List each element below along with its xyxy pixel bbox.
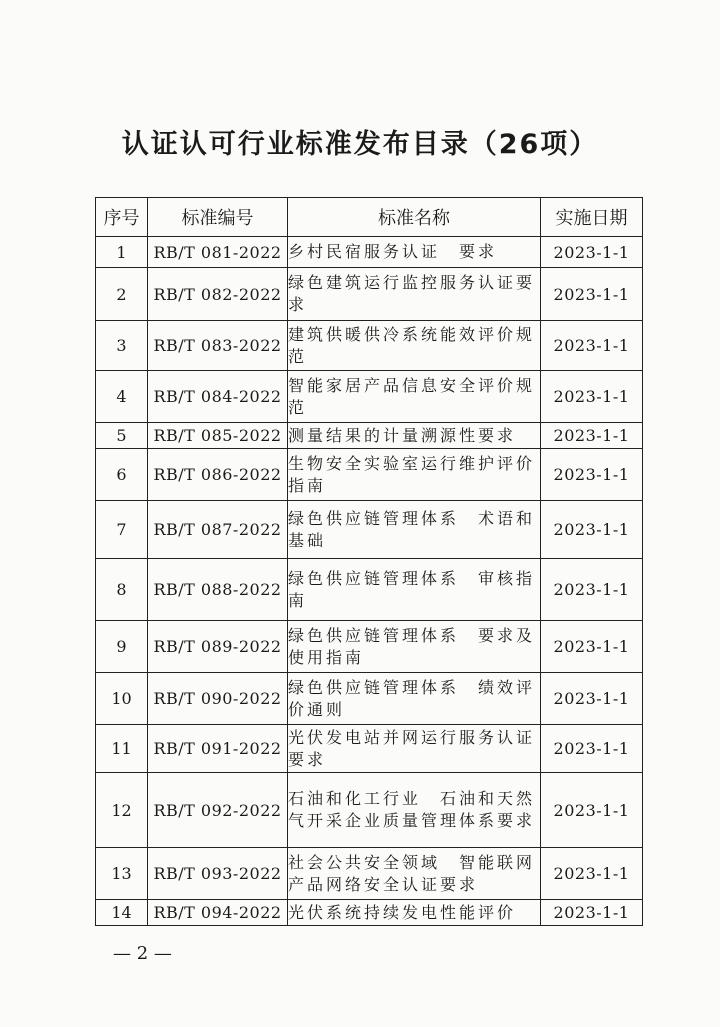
- row-code: RB/T 083-2022: [148, 321, 288, 371]
- row-date: 2023-1-1: [541, 725, 643, 773]
- standards-table: [95, 197, 643, 926]
- table-row: [96, 423, 643, 449]
- table-row: [96, 848, 643, 900]
- row-date: 2023-1-1: [541, 268, 643, 321]
- row-date: 2023-1-1: [541, 559, 643, 621]
- row-no: 10: [96, 673, 148, 725]
- page-number: — 2 —: [113, 943, 172, 964]
- row-code: RB/T 081-2022: [148, 237, 288, 268]
- header-no: 序号: [96, 198, 148, 237]
- row-name: 绿色供应链管理体系 要求及使用指南: [288, 621, 541, 673]
- table-row: [96, 268, 643, 321]
- row-no: 14: [96, 900, 148, 926]
- table-row: [96, 559, 643, 621]
- row-date: 2023-1-1: [541, 900, 643, 926]
- row-code: RB/T 082-2022: [148, 268, 288, 321]
- row-name: 光伏发电站并网运行服务认证要求: [288, 725, 541, 773]
- row-no: 6: [96, 449, 148, 501]
- table-row: [96, 371, 643, 423]
- row-date: 2023-1-1: [541, 773, 643, 848]
- row-code: RB/T 089-2022: [148, 621, 288, 673]
- table-row: [96, 725, 643, 773]
- row-date: 2023-1-1: [541, 501, 643, 559]
- table-row: [96, 773, 643, 848]
- row-code: RB/T 094-2022: [148, 900, 288, 926]
- table-row: [96, 900, 643, 926]
- table-header-row: [96, 198, 643, 237]
- row-code: RB/T 086-2022: [148, 449, 288, 501]
- row-name: 绿色供应链管理体系 绩效评价通则: [288, 673, 541, 725]
- row-name: 智能家居产品信息安全评价规范: [288, 371, 541, 423]
- row-date: 2023-1-1: [541, 423, 643, 449]
- row-name: 建筑供暖供冷系统能效评价规范: [288, 321, 541, 371]
- row-no: 12: [96, 773, 148, 848]
- row-name: 测量结果的计量溯源性要求: [288, 423, 541, 449]
- row-no: 9: [96, 621, 148, 673]
- row-date: 2023-1-1: [541, 371, 643, 423]
- row-name: 绿色供应链管理体系 审核指南: [288, 559, 541, 621]
- row-name: 光伏系统持续发电性能评价: [288, 900, 541, 926]
- table-row: [96, 673, 643, 725]
- table-row: [96, 449, 643, 501]
- row-name: 绿色供应链管理体系 术语和基础: [288, 501, 541, 559]
- header-name: 标准名称: [288, 198, 541, 237]
- row-no: 8: [96, 559, 148, 621]
- row-name: 绿色建筑运行监控服务认证要求: [288, 268, 541, 321]
- table-row: [96, 237, 643, 268]
- row-date: 2023-1-1: [541, 449, 643, 501]
- row-name: 石油和化工行业 石油和天然气开采企业质量管理体系要求: [288, 773, 541, 848]
- row-code: RB/T 091-2022: [148, 725, 288, 773]
- row-date: 2023-1-1: [541, 321, 643, 371]
- table-row: [96, 321, 643, 371]
- row-no: 13: [96, 848, 148, 900]
- row-date: 2023-1-1: [541, 237, 643, 268]
- row-code: RB/T 093-2022: [148, 848, 288, 900]
- row-date: 2023-1-1: [541, 848, 643, 900]
- row-code: RB/T 087-2022: [148, 501, 288, 559]
- row-no: 3: [96, 321, 148, 371]
- header-code: 标准编号: [148, 198, 288, 237]
- row-name: 社会公共安全领域 智能联网产品网络安全认证要求: [288, 848, 541, 900]
- table-row: [96, 501, 643, 559]
- row-code: RB/T 084-2022: [148, 371, 288, 423]
- header-date: 实施日期: [541, 198, 643, 237]
- row-code: RB/T 088-2022: [148, 559, 288, 621]
- row-no: 1: [96, 237, 148, 268]
- row-code: RB/T 085-2022: [148, 423, 288, 449]
- row-no: 4: [96, 371, 148, 423]
- page-title: 认证认可行业标准发布目录（26项）: [121, 129, 599, 160]
- row-date: 2023-1-1: [541, 621, 643, 673]
- row-name: 乡村民宿服务认证 要求: [288, 237, 541, 268]
- row-no: 11: [96, 725, 148, 773]
- row-code: RB/T 090-2022: [148, 673, 288, 725]
- table-row: [96, 621, 643, 673]
- row-date: 2023-1-1: [541, 673, 643, 725]
- row-name: 生物安全实验室运行维护评价指南: [288, 449, 541, 501]
- row-code: RB/T 092-2022: [148, 773, 288, 848]
- row-no: 7: [96, 501, 148, 559]
- row-no: 5: [96, 423, 148, 449]
- row-no: 2: [96, 268, 148, 321]
